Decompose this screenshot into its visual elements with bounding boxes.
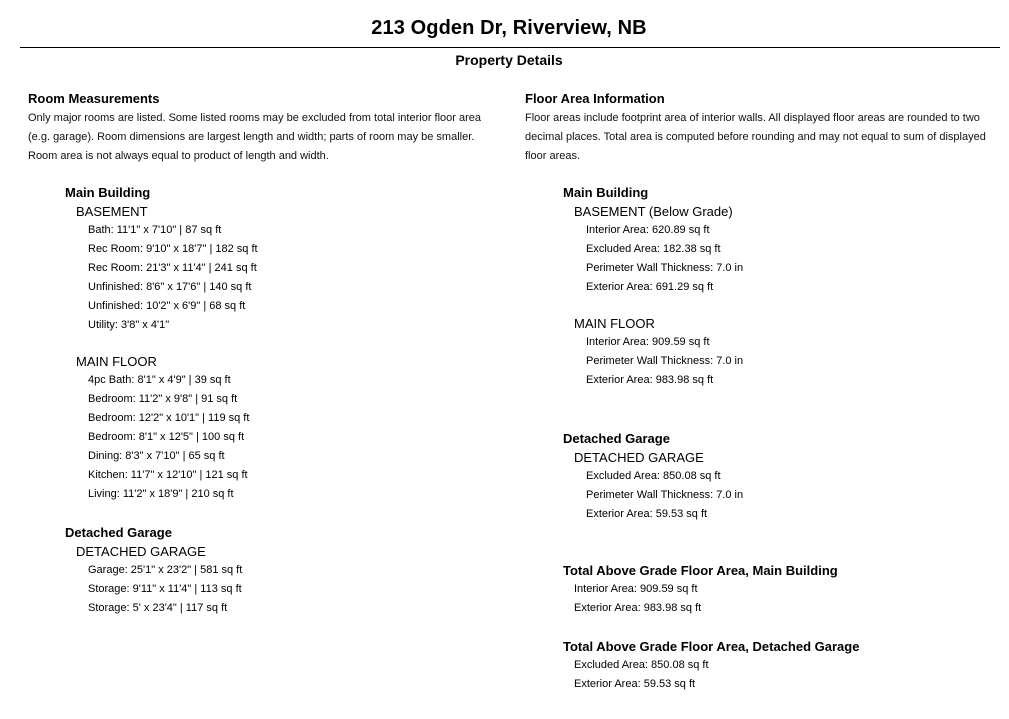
area-item: Interior Area: 909.59 sq ft xyxy=(586,336,710,348)
area-item: Excluded Area: 850.08 sq ft xyxy=(574,659,709,671)
floor-area-section xyxy=(525,91,1005,690)
building-heading: Detached Garage xyxy=(563,431,670,446)
area-item: Perimeter Wall Thickness: 7.0 in xyxy=(586,355,744,367)
description-line: (e.g. garage). Room dimensions are largest length and width; parts of room may be smaller. xyxy=(28,131,475,143)
area-item: Exterior Area: 59.53 sq ft xyxy=(574,678,696,690)
room-item: Bedroom: 12'2" x 10'1" | 119 sq ft xyxy=(88,412,250,424)
room-item: Bath: 11'1" x 7'10" | 87 sq ft xyxy=(88,224,222,236)
room-item: Dining: 8'3" x 7'10" | 65 sq ft xyxy=(88,450,225,462)
room-item: 4pc Bath: 8'1" x 4'9" | 39 sq ft xyxy=(88,374,231,386)
building-heading: Main Building xyxy=(563,185,649,200)
area-main-building xyxy=(563,183,743,390)
area-item: Exterior Area: 983.98 sq ft xyxy=(574,602,702,614)
area-item: Exterior Area: 983.98 sq ft xyxy=(586,374,714,386)
room-item: Garage: 25'1" x 23'2" | 581 sq ft xyxy=(88,564,243,576)
total-detached-garage xyxy=(563,637,859,694)
total-main-building xyxy=(563,561,838,618)
room-item: Bedroom: 8'1" x 12'5" | 100 sq ft xyxy=(88,431,245,443)
room-item: Living: 11'2" x 18'9" | 210 sq ft xyxy=(88,488,234,500)
area-item: Exterior Area: 691.29 sq ft xyxy=(586,281,714,293)
floor-area-heading: Floor Area Information xyxy=(525,91,665,106)
title-divider xyxy=(20,47,1000,48)
area-item: Perimeter Wall Thickness: 7.0 in xyxy=(586,489,744,501)
total-heading: Total Above Grade Floor Area, Detached Garage xyxy=(563,639,860,654)
floor-area-description xyxy=(525,109,1005,166)
level-heading-main-floor: MAIN FLOOR xyxy=(76,354,157,369)
description-line: Floor areas include footprint area of interior walls. All displayed floor areas are rounded to two xyxy=(525,112,980,124)
description-line: floor areas. xyxy=(525,150,581,162)
description-line: decimal places. Total area is computed before rounding and may not equal to sum of displayed xyxy=(525,131,986,143)
area-item: Interior Area: 909.59 sq ft xyxy=(574,583,698,595)
area-item: Exterior Area: 59.53 sq ft xyxy=(586,508,708,520)
area-item: Excluded Area: 850.08 sq ft xyxy=(586,470,721,482)
level-heading-detached-garage: DETACHED GARAGE xyxy=(76,544,206,559)
total-heading: Total Above Grade Floor Area, Main Building xyxy=(563,563,838,578)
room-item: Unfinished: 10'2" x 6'9" | 68 sq ft xyxy=(88,300,246,312)
area-item: Excluded Area: 182.38 sq ft xyxy=(586,243,721,255)
room-measurements-heading: Room Measurements xyxy=(28,91,160,106)
building-heading: Detached Garage xyxy=(65,525,172,540)
room-item: Unfinished: 8'6" x 17'6" | 140 sq ft xyxy=(88,281,252,293)
room-item: Bedroom: 11'2" x 9'8" | 91 sq ft xyxy=(88,393,238,405)
description-line: Only major rooms are listed. Some listed rooms may be excluded from total interior floor area xyxy=(28,112,482,124)
page-title: 213 Ogden Dr, Riverview, NB xyxy=(371,17,647,39)
description-line: Room area is not always equal to product of length and width. xyxy=(28,150,329,162)
rooms-detached-garage xyxy=(65,523,242,618)
room-item: Utility: 3'8" x 4'1" xyxy=(88,319,170,331)
level-heading-main-floor: MAIN FLOOR xyxy=(574,316,655,331)
room-item: Kitchen: 11'7" x 12'10" | 121 sq ft xyxy=(88,469,248,481)
building-heading: Main Building xyxy=(65,185,151,200)
room-item: Storage: 5' x 23'4" | 117 sq ft xyxy=(88,602,228,614)
room-measurements-description xyxy=(28,109,503,166)
level-heading-basement: BASEMENT (Below Grade) xyxy=(574,204,733,219)
area-item: Interior Area: 620.89 sq ft xyxy=(586,224,710,236)
area-item: Perimeter Wall Thickness: 7.0 in xyxy=(586,262,744,274)
area-detached-garage xyxy=(563,429,743,524)
level-heading-basement: BASEMENT xyxy=(76,204,148,219)
room-item: Rec Room: 9'10" x 18'7" | 182 sq ft xyxy=(88,243,258,255)
rooms-main-building xyxy=(65,183,258,504)
room-item: Rec Room: 21'3" x 11'4" | 241 sq ft xyxy=(88,262,257,274)
room-item: Storage: 9'11" x 11'4" | 113 sq ft xyxy=(88,583,242,595)
room-measurements-section xyxy=(28,91,503,614)
page-subtitle: Property Details xyxy=(455,52,563,68)
level-heading-detached-garage: DETACHED GARAGE xyxy=(574,450,704,465)
